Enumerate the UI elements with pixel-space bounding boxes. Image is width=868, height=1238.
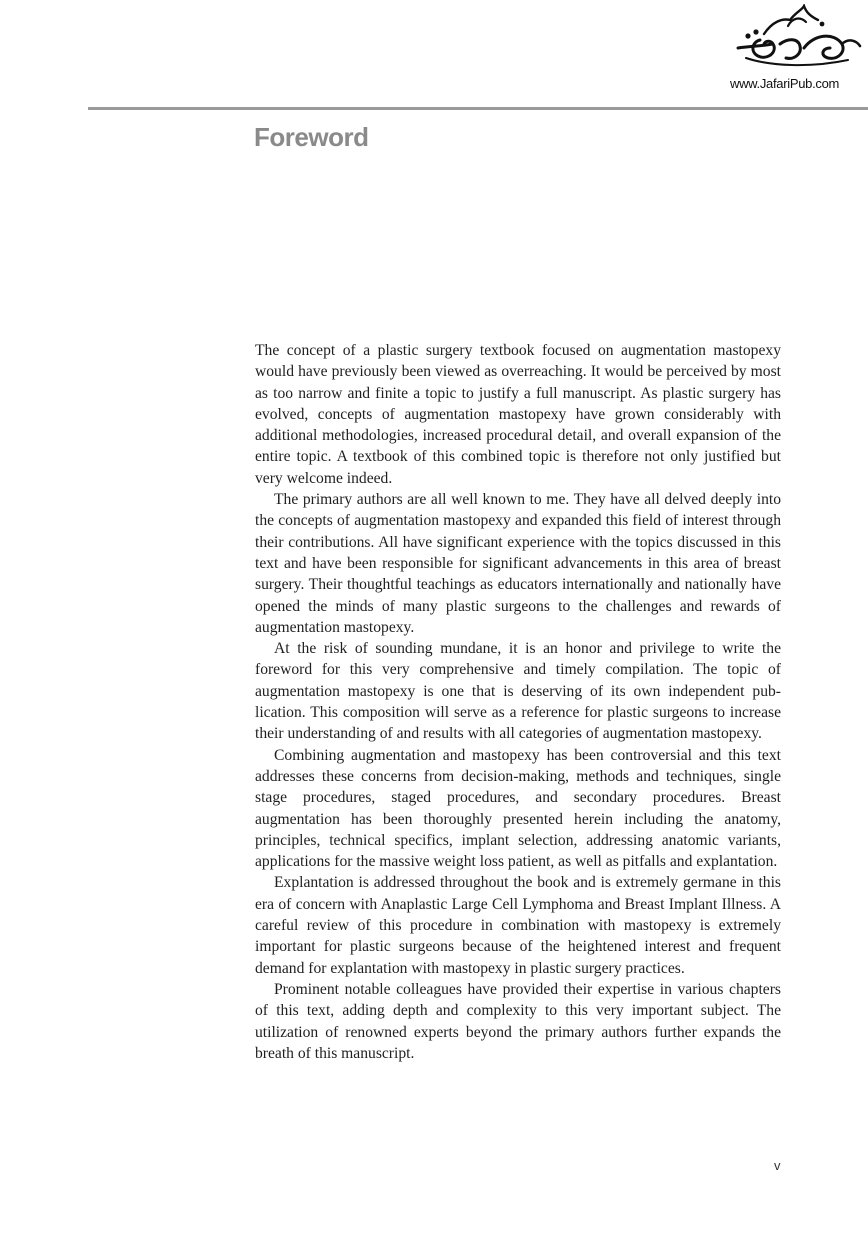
paragraph-5: Explantation is addressed throughout the book and is extremely germane in this era of concern with Anaplastic Large Cell Lymphoma and Breast Implant Illness. A careful review of this procedure in combination with mastopexy is extremely important for plastic surgeons because of the heightened interest and frequent demand for explantation with mastopexy in plastic surgery practices. bbox=[255, 874, 781, 977]
paragraph-4: Combining augmentation and mastopexy has been controversial and this text addresses these concerns from decision-making, methods and techniques, single stage procedures, staged procedures, and secondary procedures. Breast augmentation has been thoroughly presented herein including the anatomy, principles, technical specifics, implant selection, addressing anatomic variants, applications for the massive weight loss patient, as well as pitfalls and explantation. bbox=[255, 746, 781, 871]
paragraph-6: Prominent notable colleagues have provided their expertise in various chapters of this text, adding depth and complexity to this very important subject. The utilization of renowned experts beyond the primary authors further expands the breath of this manuscript. bbox=[255, 980, 781, 1062]
jafaripub-calligraphy-logo-icon bbox=[730, 4, 862, 70]
publisher-logo bbox=[726, 4, 866, 94]
publisher-url: www.JafariPub.com bbox=[730, 76, 840, 91]
header-rule bbox=[88, 107, 868, 110]
paragraph-2: The primary authors are all well known to me. They have all delved deeply into the concepts of augmentation mastopexy and expanded this field of interest through their contributions. All have significant experience with the topics discussed in this text and have been responsible for significant advancements in this area of breast surgery. Their thoughtful teachings as educators internationally and nationally have opened the minds of many plastic surgeons to the challenges and rewards of augmentation mastopexy. bbox=[255, 491, 781, 636]
paragraph-1: The concept of a plastic surgery textbook focused on augmentation mastopexy would have previously been viewed as overreaching. It would be perceived by most as too narrow and finite a topic to justify a full manuscript. As plastic surgery has evolved, concepts of augmentation mastopexy have grown considerably with additional methodologies, increased procedural detail, and overall expansion of the entire topic. A textbook of this combined topic is therefore not only justified but very welcome indeed. bbox=[255, 342, 781, 487]
page-number: v bbox=[774, 1158, 781, 1173]
foreword-body bbox=[255, 340, 781, 1064]
section-title: Foreword bbox=[254, 122, 369, 152]
paragraph-3: At the risk of sounding mundane, it is an honor and privilege to write the foreword for this very comprehensive and timely compilation. The topic of augmentation mastopexy is one that is deserving of its own independent publication. This composition will serve as a reference for plastic surgeons to increase their understanding of and results with all categories of augmentation mastopexy. bbox=[255, 640, 781, 743]
